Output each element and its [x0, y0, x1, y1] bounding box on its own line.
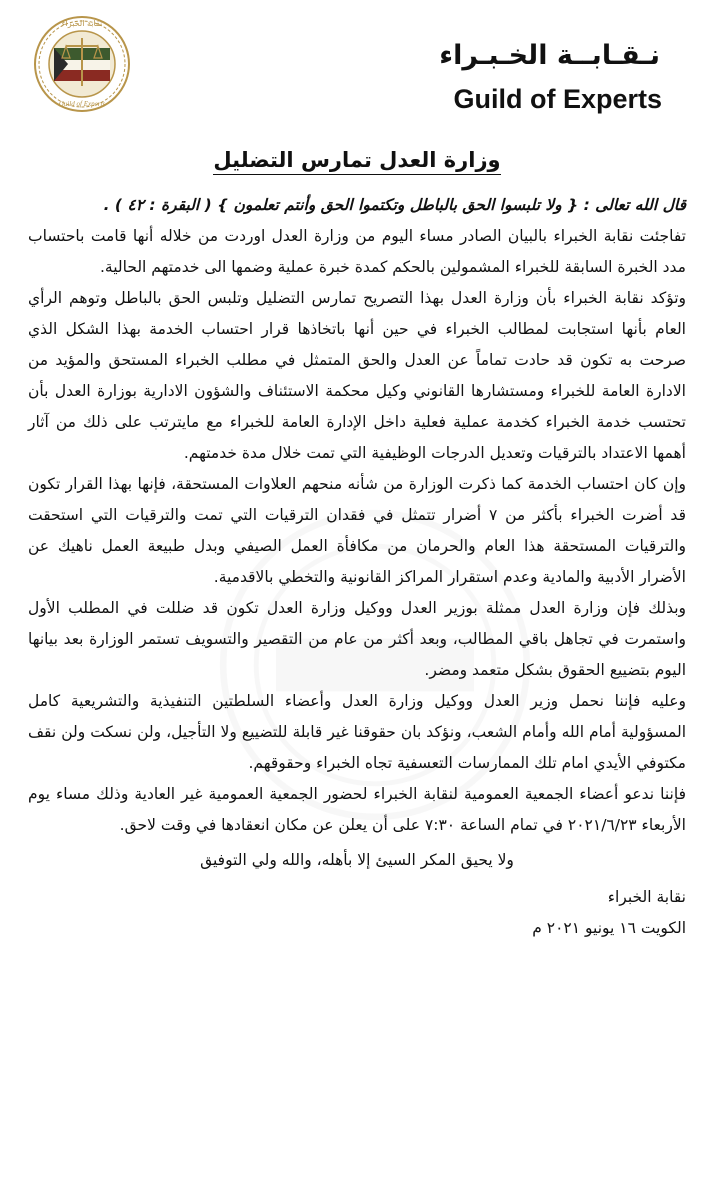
guild-logo	[32, 14, 132, 114]
quran-verse: قال الله تعالى : { ولا تلبسوا الحق بالباطل وتكتموا الحق وأنتم تعلمون } ( البقرة : ٤٢ ) .	[103, 196, 686, 214]
logo-text-ar: نقابة الخبراء	[61, 19, 103, 28]
signature-date: الكويت ١٦ يونيو ٢٠٢١ م	[532, 919, 686, 937]
paragraph: تفاجئت نقابة الخبراء بالبيان الصادر مساء اليوم من وزارة العدل اوردت من خلاله أنها قامت باحتساب مدد الخبرة السابقة للخبراء المشمولين بالحكم كمدة خبرة عملية وضمها الى خدمتهم الحالية.	[28, 227, 686, 276]
document-body	[28, 190, 686, 944]
document-title-text: وزارة العدل تمارس التضليل	[213, 148, 500, 175]
org-name-en: Guild of Experts	[453, 84, 662, 114]
paragraph: فإننا ندعو أعضاء الجمعية العمومية لنقابة الخبراء لحضور الجمعية العمومية غير العادية وذلك مساء يوم الأربعاء ٢٠٢١/٦/٢٣ في تمام الساعة ٧:٣٠ على أن يعلن عن مكان انعقادها في وقت لاحق.	[28, 785, 686, 834]
paragraph: وتؤكد نقابة الخبراء بأن وزارة العدل بهذا التصريح تمارس التضليل وتلبس الحق بالباطل وتوهم الرأي العام بأنها استجابت لمطالب الخبراء في حين أنها باتخاذها قرار احتساب الخدمة بهذا الشكل الذي صرحت به تكون قد حادت تماماً عن العدل والحق المتمثل في مطلب الخبراء المستحق والمؤيد من الادارة العامة للخبراء ومستشارها القانوني وكيل محكمة الاستئناف والشؤون الادارية بوزارة العدل بأن تحتسب خدمة الخبراء كخدمة عملية فعلية داخل الإدارة العامة للخبراء مع مايترتب على ذلك من آثار أهمها الاعتداد بالترقيات وتعديل الدرجات الوظيفية التي تمت خلال مدة خدمتهم.	[28, 289, 686, 462]
signature-org: نقابة الخبراء	[607, 888, 686, 906]
paragraph: وبذلك فإن وزارة العدل ممثلة بوزير العدل ووكيل وزارة العدل تكون قد ضللت في المطلب الأول واستمرت في تجاهل باقي المطالب، وبعد أكثر من عام من التقصير والتسويف تستمر الوزارة بعد بيانها اليوم بتضييع الحقوق بشكل متعمد ومضر.	[28, 599, 686, 679]
paragraph: وعليه فإننا نحمل وزير العدل ووكيل وزارة العدل وأعضاء السلطتين التنفيذية والتشريعية كامل المسؤولية أمام الله وأمام الشعب، ونؤكد بان حقوقنا غير قابلة للتضييع ولا التأجيل، ولن نسكت ولن نقف مكتوفي الأيدي امام تلك الممارسات التعسفية تجاه الخبراء وحقوقهم.	[28, 692, 686, 772]
paragraph: وإن كان احتساب الخدمة كما ذكرت الوزارة من شأنه منحهم العلاوات المستحقة، فإنها بهذا القرار تكون قد أضرت الخبراء بأكثر من ٧ أضرار تتمثل في فقدان الترقيات التي تمت والترقيات التي استحقت والترقيات المستحقة هذا العام والحرمان من مكافأة العمل الصيفي وبدل طبيعة العمل ناهيك عن الأضرار الأدبية والمادية وعدم استقرار المراكز القانونية والتخطي بالاقدمية.	[28, 475, 686, 586]
logo-text-en: Guild of Experts	[58, 100, 106, 108]
document-title	[0, 148, 714, 172]
closing-line: ولا يحيق المكر السيئ إلا بأهله، والله ولي التوفيق	[200, 851, 514, 869]
org-name-ar: نـقـابــة الخـبـراء	[439, 40, 660, 71]
